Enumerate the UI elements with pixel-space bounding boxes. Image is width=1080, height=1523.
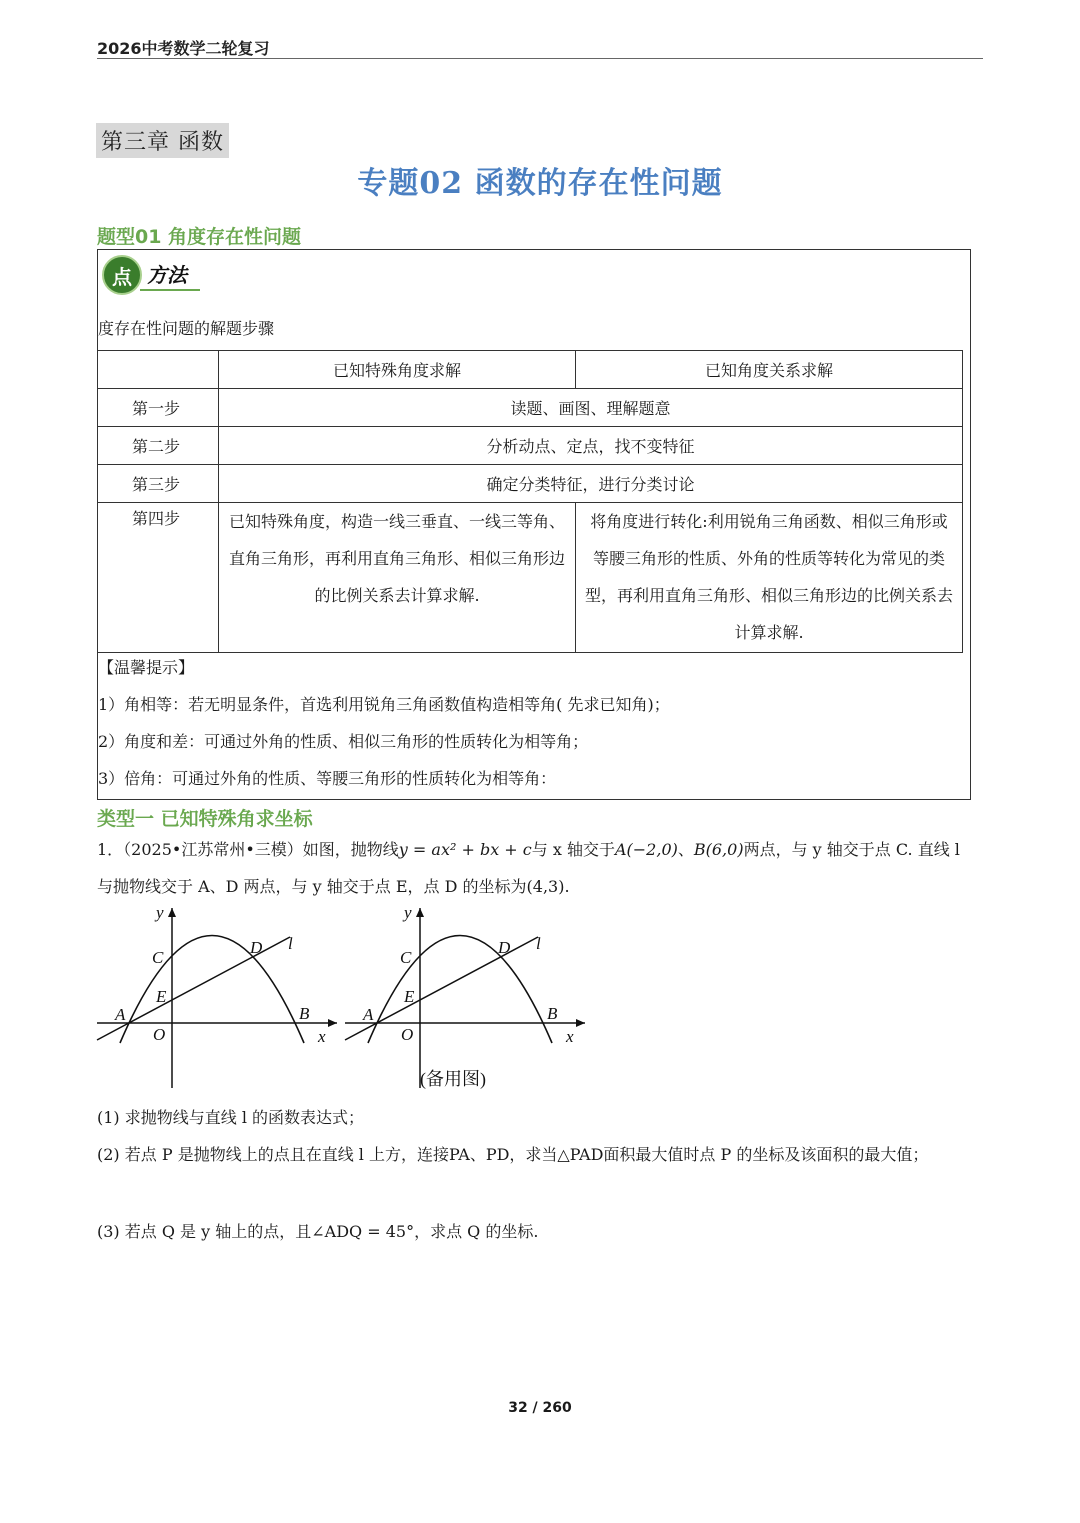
table-row [98, 503, 963, 653]
x-axis-arrow [328, 1019, 337, 1027]
method-badge-icon: 点 [102, 255, 142, 295]
point-b: B(6,0) [693, 840, 744, 859]
figure-backup [345, 903, 585, 1090]
figures [92, 903, 592, 1093]
figure-main [97, 903, 337, 1088]
question-1: (1) 求抛物线与直线 l 的函数表达式； [97, 1108, 365, 1127]
table-row [98, 465, 963, 503]
label-a: A [363, 1005, 374, 1024]
method-intro: 度存在性问题的解题步骤 [98, 319, 275, 338]
question-2: (2) 若点 P 是抛物线上的点且在直线 l 上方，连接PA、PD，求当△PAD面积最大值时点 P 的坐标及该面积的最大值； [97, 1145, 929, 1164]
step-label: 第二步 [98, 427, 219, 465]
point-d: (4,3) [526, 877, 565, 896]
problem-text: 与 x 轴交于 [531, 840, 615, 859]
method-underline [140, 289, 200, 291]
y-axis-arrow [168, 908, 176, 917]
header-divider [97, 58, 983, 59]
label-y: y [156, 903, 164, 922]
label-d: D [250, 938, 263, 957]
tip-item: 1）角相等：若无明显条件，首选利用锐角三角函数值构造相等角( 先求已知角)； [98, 695, 670, 714]
figure-caption: (备用图) [420, 1069, 486, 1089]
type-heading: 题型01 角度存在性问题 [97, 226, 302, 248]
label-e: E [156, 987, 167, 1006]
page-number: 32 / 260 [508, 1400, 572, 1416]
tips-title: 【温馨提示】 [98, 658, 195, 677]
method-label: 方法 [147, 263, 187, 287]
problem-statement [97, 831, 979, 905]
step-text: 分析动点、定点，找不变特征 [219, 427, 963, 465]
step-text: 确定分类特征，进行分类讨论 [219, 465, 963, 503]
table-row [98, 389, 963, 427]
equation: y = ax² + bx + c [398, 840, 532, 859]
type1-heading: 类型一 已知特殊角求坐标 [97, 808, 313, 830]
label-o: O [153, 1025, 166, 1044]
label-l: l [288, 934, 293, 953]
steps-table [97, 350, 963, 653]
problem-text: 两点，与 y 轴交于点 C. 直线 l 与抛物线交于 A、D 两点，与 y 轴交于点 E，点 D 的坐标为 [97, 840, 960, 896]
tip-item: 3）倍角：可通过外角的性质、等腰三角形的性质转化为相等角： [98, 769, 557, 788]
topic-title: 专题02 函数的存在性问题 [357, 166, 723, 201]
label-e: E [404, 987, 415, 1006]
problem-text: 1．（2025•江苏常州•三模）如图，抛物线 [97, 840, 399, 859]
label-x: x [318, 1027, 326, 1046]
label-x: x [566, 1027, 574, 1046]
problem-text: 、 [677, 840, 694, 859]
table-row [98, 427, 963, 465]
question-3: (3) 若点 Q 是 y 轴上的点，且∠ADQ = 45°，求点 Q 的坐标. [97, 1222, 539, 1241]
label-c: C [400, 948, 412, 967]
table-header-row [98, 351, 963, 389]
parabola [120, 936, 304, 1044]
table-corner-cell [98, 351, 219, 389]
label-c: C [152, 948, 164, 967]
y-axis-arrow [416, 908, 424, 917]
label-y: y [404, 903, 412, 922]
label-o: O [401, 1025, 414, 1044]
chapter-label: 第三章 函数 [96, 123, 229, 158]
step-label: 第一步 [98, 389, 219, 427]
column-header: 已知角度关系求解 [576, 351, 963, 389]
step-label: 第四步 [98, 503, 219, 653]
step-text-left: 已知特殊角度，构造一线三垂直、一线三等角、直角三角形，再利用直角三角形、相似三角形边的比例关系去计算求解. [219, 503, 576, 653]
label-a: A [115, 1005, 126, 1024]
step-label: 第三步 [98, 465, 219, 503]
label-l: l [536, 934, 541, 953]
point-a: A(−2,0) [614, 840, 678, 859]
header-title: 2026中考数学二轮复习 [97, 39, 270, 58]
tip-item: 2）角度和差：可通过外角的性质、相似三角形的性质转化为相等角； [98, 732, 589, 751]
parabola [368, 936, 552, 1044]
x-axis-arrow [576, 1019, 585, 1027]
problem-text: . [564, 877, 570, 896]
column-header: 已知特殊角度求解 [219, 351, 576, 389]
label-b: B [299, 1004, 310, 1023]
label-d: D [498, 938, 511, 957]
step-text: 读题、画图、理解题意 [219, 389, 963, 427]
label-b: B [547, 1004, 558, 1023]
step-text-right: 将角度进行转化:利用锐角三角函数、相似三角形或等腰三角形的性质、外角的性质等转化为常见的类型，再利用直角三角形、相似三角形边的比例关系去计算求解. [576, 503, 963, 653]
